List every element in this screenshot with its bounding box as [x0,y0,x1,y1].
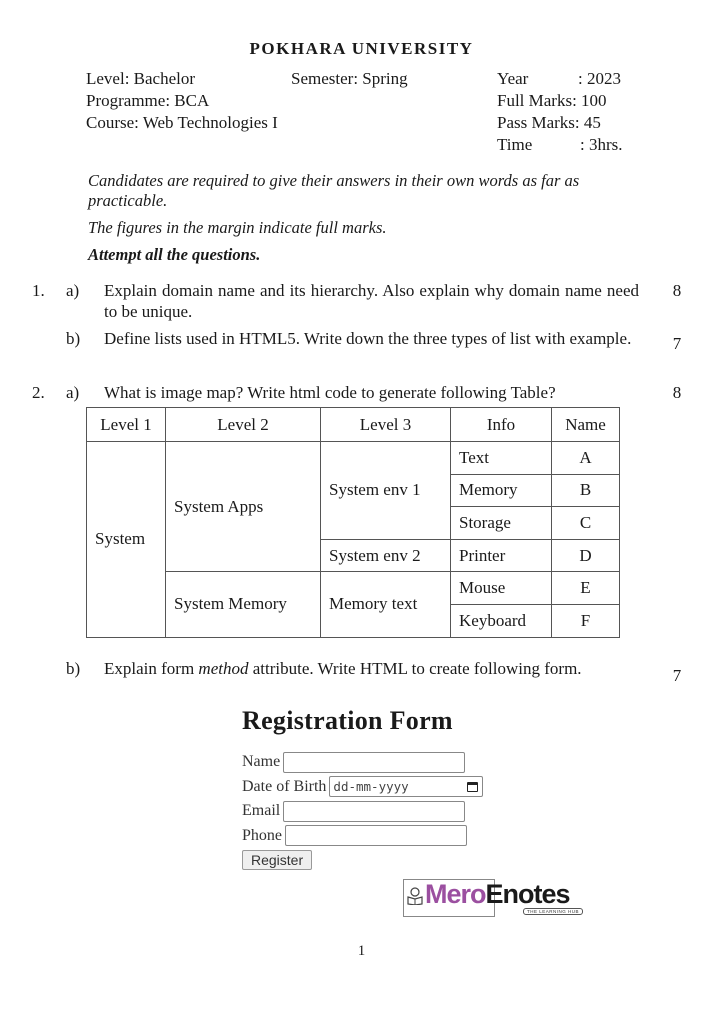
table-cell-info: Storage [451,507,552,540]
programme-field: Programme: BCA [86,91,210,110]
table-cell-info: Mouse [451,572,552,605]
table-header: Level 1 [87,408,166,442]
question-marks: 8 [672,383,682,402]
dob-placeholder: dd-mm-yyyy [333,779,409,795]
table-cell-info: Keyboard [451,604,552,637]
table-cell-level1: System [87,442,166,638]
pass-marks-field: Pass Marks: 45 [497,113,601,132]
question-text-part: attribute. Write HTML to create following form. [248,659,582,678]
table-header-row [87,408,620,442]
email-label: Email [242,802,281,820]
instruction-attempt-all: Attempt all the questions. [88,245,261,264]
email-input[interactable] [283,801,465,822]
logo-text-enotes: Enotes [485,879,570,909]
table-cell-level3: System env 2 [321,539,451,572]
table-cell-name: F [552,604,620,637]
year-value: : 2023 [578,69,621,88]
question-marks: 7 [672,334,682,353]
question-marks: 8 [672,281,682,300]
name-input[interactable] [283,752,465,773]
table-row [87,442,620,475]
dob-label: Date of Birth [242,777,327,795]
page-number: 1 [357,943,366,959]
question-number: 2. [32,383,45,402]
name-label: Name [242,753,281,771]
table-cell-info: Memory [451,474,552,507]
question-text: Define lists used in HTML5. Write down the three types of list with example. [104,329,632,348]
table-cell-name: C [552,507,620,540]
table-cell-info: Text [451,442,552,475]
semester-field: Semester: Spring [291,69,408,88]
table-cell-name: D [552,539,620,572]
form-row-email [242,799,483,824]
table-cell-level3: System env 1 [321,442,451,540]
course-field: Course: Web Technologies I [86,113,278,132]
table-header: Level 2 [166,408,321,442]
table-header: Level 3 [321,408,451,442]
table-cell-level2: System Apps [166,442,321,572]
time-value: : 3hrs. [580,135,623,154]
year-label: Year [497,69,529,88]
table-row [87,572,620,605]
question-text-italic: method [198,659,249,678]
question-number: 1. [32,281,45,300]
question-part-label: a) [66,281,80,300]
question-part-label: a) [66,383,80,402]
table-cell-level2: System Memory [166,572,321,637]
registration-form [242,706,483,870]
calendar-icon[interactable] [467,782,478,792]
instruction-own-words: Candidates are required to give their answers in their own words as far as practicable. [88,171,580,210]
time-label: Time [497,135,533,154]
form-title: Registration Form [242,706,453,735]
dob-input[interactable] [329,776,483,797]
register-button[interactable]: Register [242,850,312,870]
logo-tagline: THE LEARNING HUB [523,908,583,915]
table-cell-name: E [552,572,620,605]
level-field: Level: Bachelor [86,69,196,88]
question-part-label: b) [66,659,81,678]
logo-text-mero: Mero [425,879,486,909]
table-cell-level3: Memory text [321,572,451,637]
question-marks: 7 [672,666,682,685]
question-text: What is image map? Write html code to generate following Table? [104,383,556,402]
logo-text [425,879,570,910]
question-text [104,658,639,679]
phone-label: Phone [242,826,282,844]
hierarchy-table [86,407,620,638]
question-text: Explain domain name and its hierarchy. Also explain why domain name need to be unique. [104,281,639,321]
table-cell-info: Printer [451,539,552,572]
reader-book-icon [407,887,423,905]
table-cell-name: A [552,442,620,475]
instruction-margin-marks: The figures in the margin indicate full marks. [88,218,387,237]
table-cell-name: B [552,474,620,507]
full-marks-field: Full Marks: 100 [497,91,607,110]
form-row-name [242,750,483,775]
table-header: Name [552,408,620,442]
university-title: POKHARA UNIVERSITY [249,39,474,58]
form-row-phone [242,824,483,849]
question-part-label: b) [66,329,81,348]
table-header: Info [451,408,552,442]
question-text-part: Explain form [104,659,199,678]
phone-input[interactable] [285,825,467,846]
form-row-dob [242,775,483,800]
mero-enotes-logo [403,877,598,919]
